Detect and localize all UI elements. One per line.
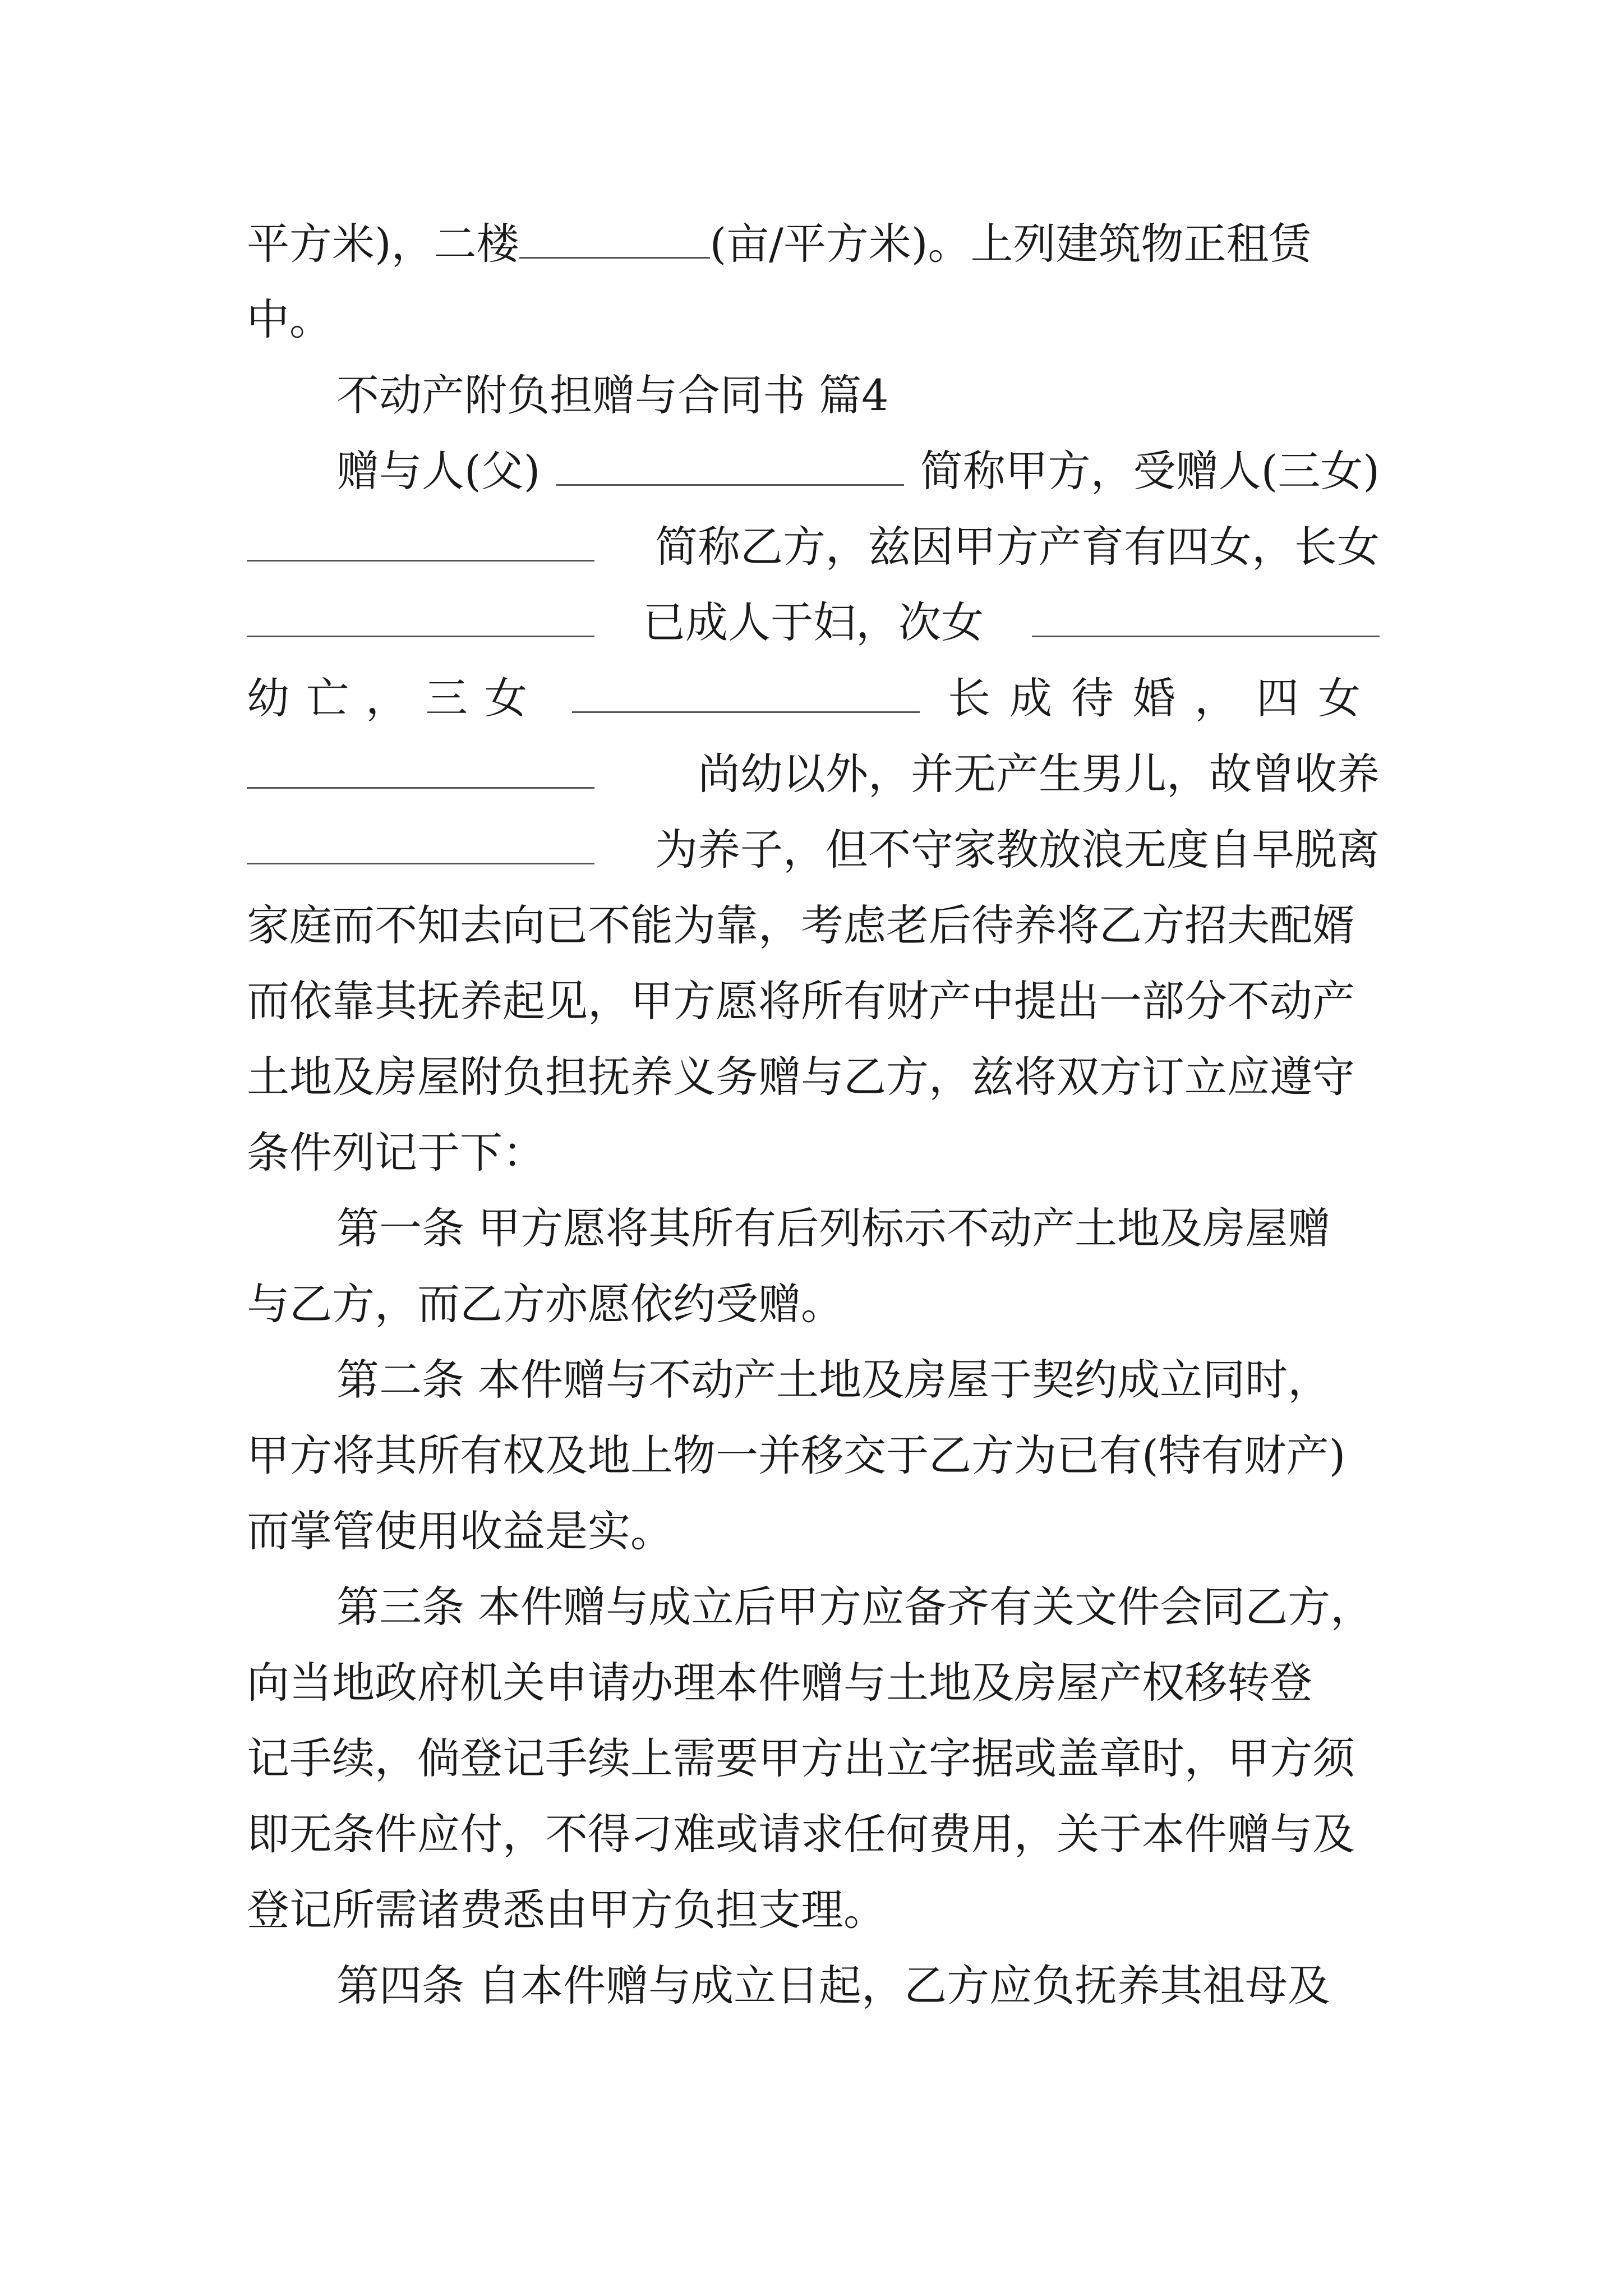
blank-field bbox=[1032, 596, 1380, 637]
article3-line-3 bbox=[247, 1731, 1380, 1787]
text: 土地及房屋附负担抚养义务赠与乙方，兹将双方订立应遵守 bbox=[247, 1052, 1355, 1102]
parties-line-9 bbox=[247, 1049, 1380, 1105]
continued-line-2 bbox=[247, 292, 1380, 348]
text: 登记所需诸费悉由甲方负担支理。 bbox=[247, 1885, 886, 1935]
parties-line-8 bbox=[247, 973, 1380, 1029]
text: 条件列记于下： bbox=[247, 1128, 545, 1177]
parties-line-10 bbox=[247, 1125, 1380, 1181]
article1-line-2 bbox=[247, 1276, 1380, 1332]
parties-line-4 bbox=[247, 670, 1380, 726]
text: (亩/平方米)。上列建筑物正租赁 bbox=[709, 219, 1312, 269]
parties-line-3 bbox=[247, 595, 1380, 651]
blank-field bbox=[247, 823, 594, 864]
article3-line-1 bbox=[336, 1579, 1380, 1635]
article2-line-2 bbox=[247, 1428, 1380, 1484]
text: 向当地政府机关申请办理本件赠与土地及房屋产权移转登 bbox=[247, 1658, 1312, 1708]
text: 简称乙方，兹因甲方产育有四女，长女 bbox=[655, 522, 1380, 572]
parties-line-7 bbox=[247, 898, 1380, 954]
section-title-text: 不动产附负担赠与合同书 篇4 bbox=[336, 370, 889, 420]
text: 与乙方，而乙方亦愿依约受赠。 bbox=[247, 1279, 843, 1329]
parties-line-6 bbox=[247, 822, 1380, 878]
text: 第三条 本件赠与成立后甲方应备齐有关文件会同乙方， bbox=[336, 1582, 1373, 1632]
text: 中。 bbox=[247, 295, 332, 344]
text: 而掌管使用收益是实。 bbox=[247, 1506, 673, 1556]
text: 简称甲方，受赠人(三女) bbox=[920, 446, 1380, 496]
text: 第四条 自本件赠与成立日起，乙方应负抚养其祖母及 bbox=[336, 1961, 1331, 2010]
blank-field bbox=[247, 596, 594, 637]
text: 甲方将其所有权及地上物一并移交于乙方为已有(特有财产) bbox=[247, 1430, 1346, 1480]
article2-line-3 bbox=[247, 1503, 1380, 1559]
blank-field bbox=[519, 218, 710, 259]
text: 记手续，倘登记手续上需要甲方出立字据或盖章时，甲方须 bbox=[247, 1733, 1355, 1783]
parties-line-1 bbox=[336, 443, 1380, 499]
text: 尚幼以外，并无产生男儿，故曾收养 bbox=[698, 749, 1380, 799]
text: 即无条件应付，不得刁难或请求任何费用，关于本件赠与及 bbox=[247, 1809, 1355, 1859]
continued-line-1 bbox=[247, 216, 1380, 272]
text: 第一条 甲方愿将其所有后列标示不动产土地及房屋赠 bbox=[336, 1203, 1331, 1253]
article3-line-4 bbox=[247, 1806, 1380, 1862]
parties-line-5 bbox=[247, 746, 1380, 802]
article3-line-5 bbox=[247, 1882, 1380, 1938]
article3-line-2 bbox=[247, 1655, 1380, 1711]
text: 为养子，但不守家教放浪无度自早脱离 bbox=[655, 825, 1380, 875]
text: 家庭而不知去向已不能为靠，考虑老后待养将乙方招夫配婿 bbox=[247, 900, 1355, 950]
section-title bbox=[336, 367, 1380, 424]
text: 第二条 本件赠与不动产土地及房屋于契约成立同时， bbox=[336, 1355, 1331, 1405]
blank-field bbox=[247, 748, 594, 789]
article2-line-1 bbox=[336, 1352, 1380, 1408]
parties-line-2 bbox=[247, 519, 1380, 575]
text: 平方米)，二楼 bbox=[247, 219, 519, 269]
article4-line-1 bbox=[336, 1958, 1380, 2014]
article1-line-1 bbox=[336, 1200, 1380, 1257]
blank-field bbox=[572, 672, 920, 713]
text: 赠与人(父) bbox=[336, 446, 541, 496]
blank-field bbox=[556, 445, 904, 486]
text: 已成人于妇，次女 bbox=[643, 597, 984, 647]
text: 而依靠其抚养起见，甲方愿将所有财产中提出一部分不动产 bbox=[247, 976, 1355, 1026]
text: 幼亡，三女 bbox=[247, 673, 544, 723]
blank-field bbox=[247, 521, 594, 562]
text: 长成待婚，四女 bbox=[948, 673, 1380, 723]
